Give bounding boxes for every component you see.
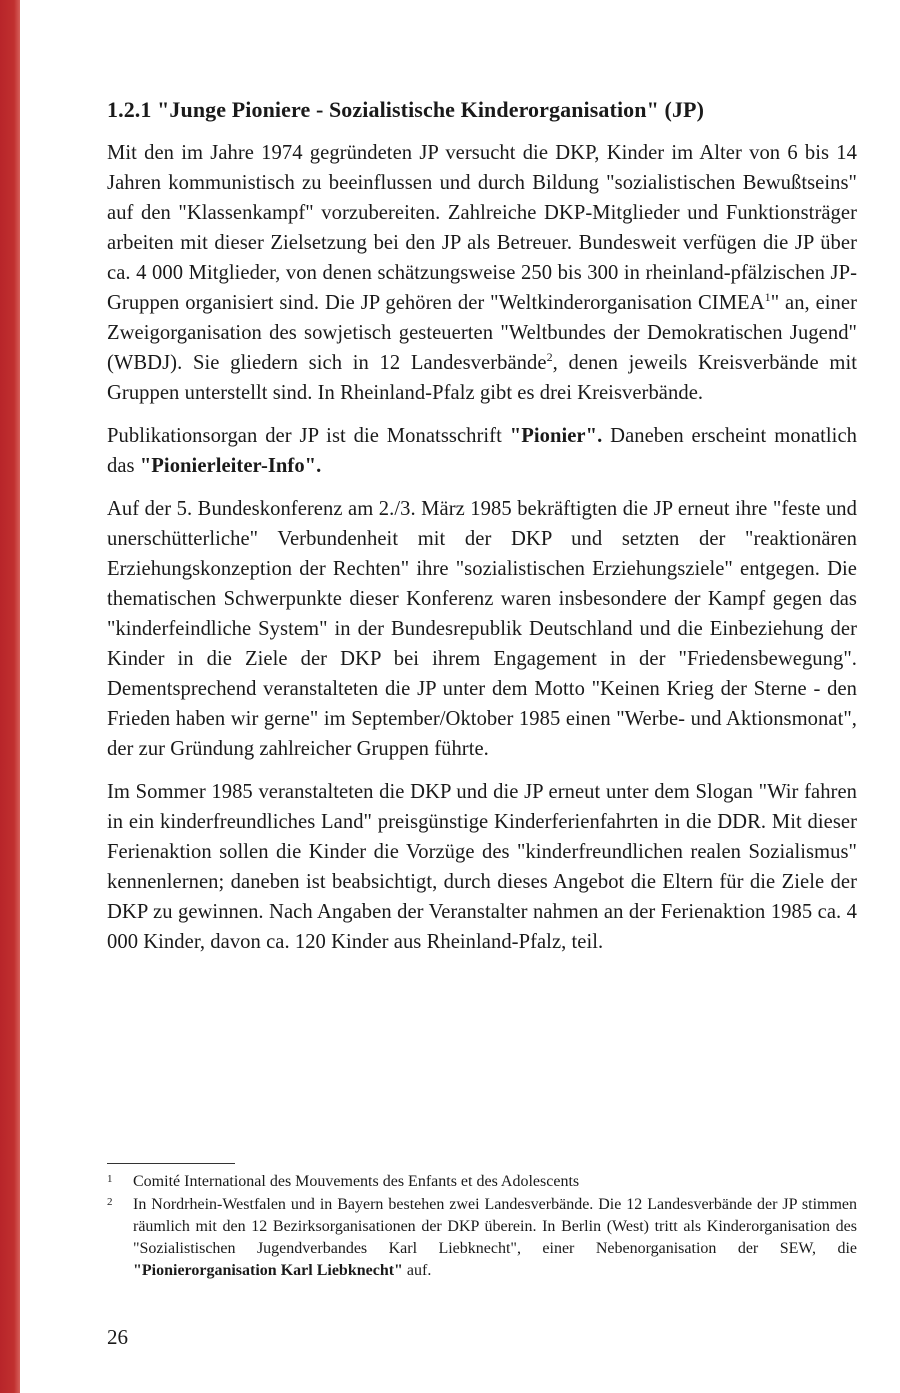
footnote-ref-1: 1 [764,290,771,305]
paragraph-1 [107,138,857,408]
footnote-2 [107,1194,857,1282]
paragraph-1-text-b: " an, einer Zweigorganisation des sowjetisch gesteuerten "Weltbundes der Demokratischen Jugend" (WBDJ). Sie gliedern sich in 12 Landesverbände [107,292,857,374]
footnote-2-text: In Nordrhein-Westfalen und in Bayern bestehen zwei Landesverbände. Die 12 Landesverbände der JP stimmen räumlich mit den 12 Bezirksorganisationen der DKP überein. In Berlin (West) tritt als Kinderorganisation des "Sozialistischen Jugendverbandes Karl Liebknecht", einer Nebenorganisation der SEW, die [133,1196,857,1257]
paragraph-2-text-a: Publikationsorgan der JP ist die Monatsschrift [107,425,510,447]
footnote-ref-2: 2 [546,350,553,365]
footnote-1-number: 1 [107,1173,113,1185]
page-body [107,96,857,970]
footnote-2-bold-name: "Pionierorganisation Karl Liebknecht" [133,1262,403,1279]
paragraph-1-text-c: , denen jeweils Kreisverbände mit Gruppen unterstellt sind. In Rheinland-Pfalz gibt es drei Kreisverbände. [107,352,858,404]
publication-title-pionierleiter: "Pionierleiter-Info". [139,455,322,477]
footnote-2-tail: auf. [402,1262,432,1279]
paragraph-1-text-a: Mit den im Jahre 1974 gegründeten JP versucht die DKP, Kinder im Alter von 6 bis 14 Jahren kommunistisch zu beeinflussen und durch Bildung "sozialistischen Bewußtseins" auf den "Klassenkampf" vorzubereiten. Zahlreiche DKP-Mitglieder und Funktionsträger arbeiten mit dieser Zielsetzung bei den JP als Betreuer. Bundesweit verfügen die JP über ca. 4 000 Mitglieder, von denen schätzungsweise 250 bis 300 in rheinland-pfälzischen JP-Gruppen organisiert sind. Die JP gehören der "Weltkinderorganisation CIMEA [107,142,857,314]
paragraph-3: Auf der 5. Bundeskonferenz am 2./3. März 1985 bekräftigten die JP erneut ihre "feste und unerschütterliche" Verbundenheit mit der DKP und setzten der "reaktionären Erziehungskonzeption der Rechten" ihre "sozialistischen Erziehungsziele" entgegen. Die thematischen Schwerpunkte dieser Konferenz waren insbesondere der Kampf gegen das "kinderfeindliche System" in der Bundesrepublik Deutschland und die Einbeziehung der Kinder in die Ziele der DKP bei ihrem Engagement in der "Friedensbewegung". Dementsprechend veranstalteten die JP unter dem Motto "Keinen Krieg der Sterne - den Frieden haben wir gerne" im September/Oktober 1985 einen "Werbe- und Aktionsmonat", der zur Gründung zahlreicher Gruppen führte. [107,498,857,760]
footnote-divider [107,1163,235,1164]
footnote-1-text: Comité International des Mouvements des Enfants et des Adolescents [133,1173,580,1190]
section-heading: 1.2.1 "Junge Pioniere - Sozialistische Kinderorganisation" (JP) [107,97,705,122]
paragraph-2 [107,421,857,481]
footnotes [107,1163,857,1283]
footnote-1 [107,1171,857,1193]
paragraph-2-text-b: Daneben erscheint monatlich das [107,425,857,477]
paragraph-4: Im Sommer 1985 veranstalteten die DKP und die JP erneut unter dem Slogan "Wir fahren in ein kinderfreundliches Land" preisgünstige Kinderferienfahrten in die DDR. Mit dieser Ferienaktion sollen die Kinder die Vorzüge des "kinderfreundlichen realen Sozialismus" kennenlernen; daneben ist beabsichtigt, durch dieses Angebot die Eltern für die Ziele der DKP zu gewinnen. Nach Angaben der Veranstalter nahmen an der Ferienaktion 1985 ca. 4 000 Kinder, davon ca. 120 Kinder aus Rheinland-Pfalz, teil. [107,781,857,953]
footnote-2-number: 2 [107,1196,113,1208]
publication-title-pionier: "Pionier". [509,425,603,447]
book-spine-edge [0,0,20,1393]
page-number: 26 [107,1325,128,1349]
